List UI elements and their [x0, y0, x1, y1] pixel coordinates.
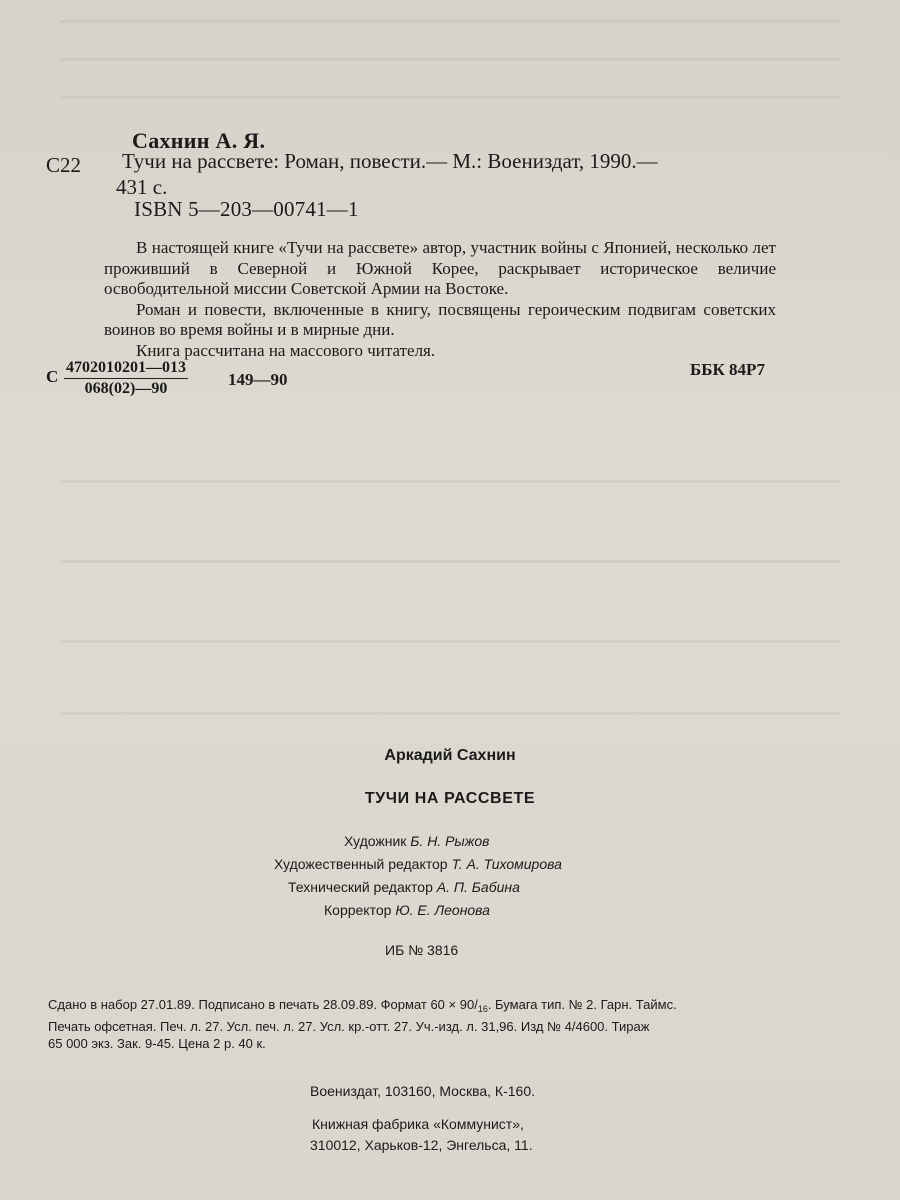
credit-role: Технический редактор	[288, 879, 433, 895]
bbk-code: ББК 84Р7	[690, 360, 765, 379]
bleed-through-line	[60, 58, 840, 61]
catalog-title: Тучи на рассвете: Роман, повести.— М.: Воениздат, 1990.—	[122, 149, 658, 173]
annotation-paragraph: Книга рассчитана на массового читателя.	[136, 340, 436, 360]
credit-role: Корректор	[324, 902, 392, 918]
bleed-through-line	[60, 480, 840, 483]
annotation-paragraph: Роман и повести, включенные в книгу, посвящены героическим подвигам советских воинов во время войны и в мирные дни.	[104, 299, 776, 339]
print-details-line: Печать офсетная. Печ. л. 27. Усл. печ. л. 27. Усл. кр.-отт. 27. Уч.-изд. л. 31,96. Изд № 4/4600. Тираж	[48, 1019, 650, 1034]
print-details-text: . Бумага тип. № 2. Гарн. Таймс.	[487, 997, 677, 1012]
ib-number: ИБ № 3816	[385, 942, 459, 958]
print-details-line: 65 000 экз. Зак. 9-45. Цена 2 р. 40 к.	[48, 1036, 266, 1051]
credit-art-editor	[274, 856, 562, 872]
catalog-index: С22	[46, 153, 82, 177]
bleed-through-line	[60, 20, 840, 23]
format-subscript: 16	[477, 1004, 488, 1014]
credit-artist	[344, 833, 489, 849]
publisher-address: Воениздат, 103160, Москва, К-160.	[310, 1083, 535, 1099]
printer-address: 310012, Харьков-12, Энгельса, 11.	[310, 1137, 533, 1153]
credit-tech-editor	[288, 879, 520, 895]
colophon-author: Аркадий Сахнин	[384, 747, 516, 764]
classification-fraction	[64, 358, 188, 399]
credit-role: Художник	[344, 833, 407, 849]
credit-name: Ю. Е. Леонова	[395, 902, 490, 918]
classification-numerator: 4702010201—013	[64, 358, 188, 379]
print-details-line	[48, 996, 790, 1018]
classification-code: 149—90	[228, 370, 288, 389]
credit-proofreader	[324, 902, 490, 918]
catalog-pages: 431 с.	[116, 175, 168, 199]
credit-name: Б. Н. Рыжов	[410, 833, 490, 849]
credit-role: Художественный редактор	[274, 856, 448, 872]
catalog-author: Сахнин А. Я.	[132, 128, 266, 153]
annotation-paragraph: В настоящей книге «Тучи на рассвете» автор, участник войны с Японией, несколько лет проживший в Северной и Южной Корее, раскрывает историческое величие освободительной миссии Советской Армии на Востоке.	[104, 238, 776, 298]
printer-name: Книжная фабрика «Коммунист»,	[312, 1116, 524, 1132]
print-details-text: Сдано в набор 27.01.89. Подписано в печать 28.09.89. Формат 60 × 90/	[48, 997, 478, 1012]
annotation	[104, 238, 776, 361]
bleed-through-line	[60, 96, 840, 99]
classification-denominator: 068(02)—90	[84, 380, 168, 397]
credit-name: Т. А. Тихомирова	[451, 856, 562, 872]
print-details	[48, 996, 790, 1052]
bleed-through-line	[60, 640, 840, 643]
catalog-isbn: ISBN 5—203—00741—1	[134, 197, 359, 221]
bleed-through-line	[60, 560, 840, 563]
bleed-through-line	[60, 712, 840, 715]
colophon-title: ТУЧИ НА РАССВЕТЕ	[364, 790, 536, 807]
credit-name: А. П. Бабина	[436, 879, 520, 895]
classification-letter: С	[46, 367, 59, 386]
